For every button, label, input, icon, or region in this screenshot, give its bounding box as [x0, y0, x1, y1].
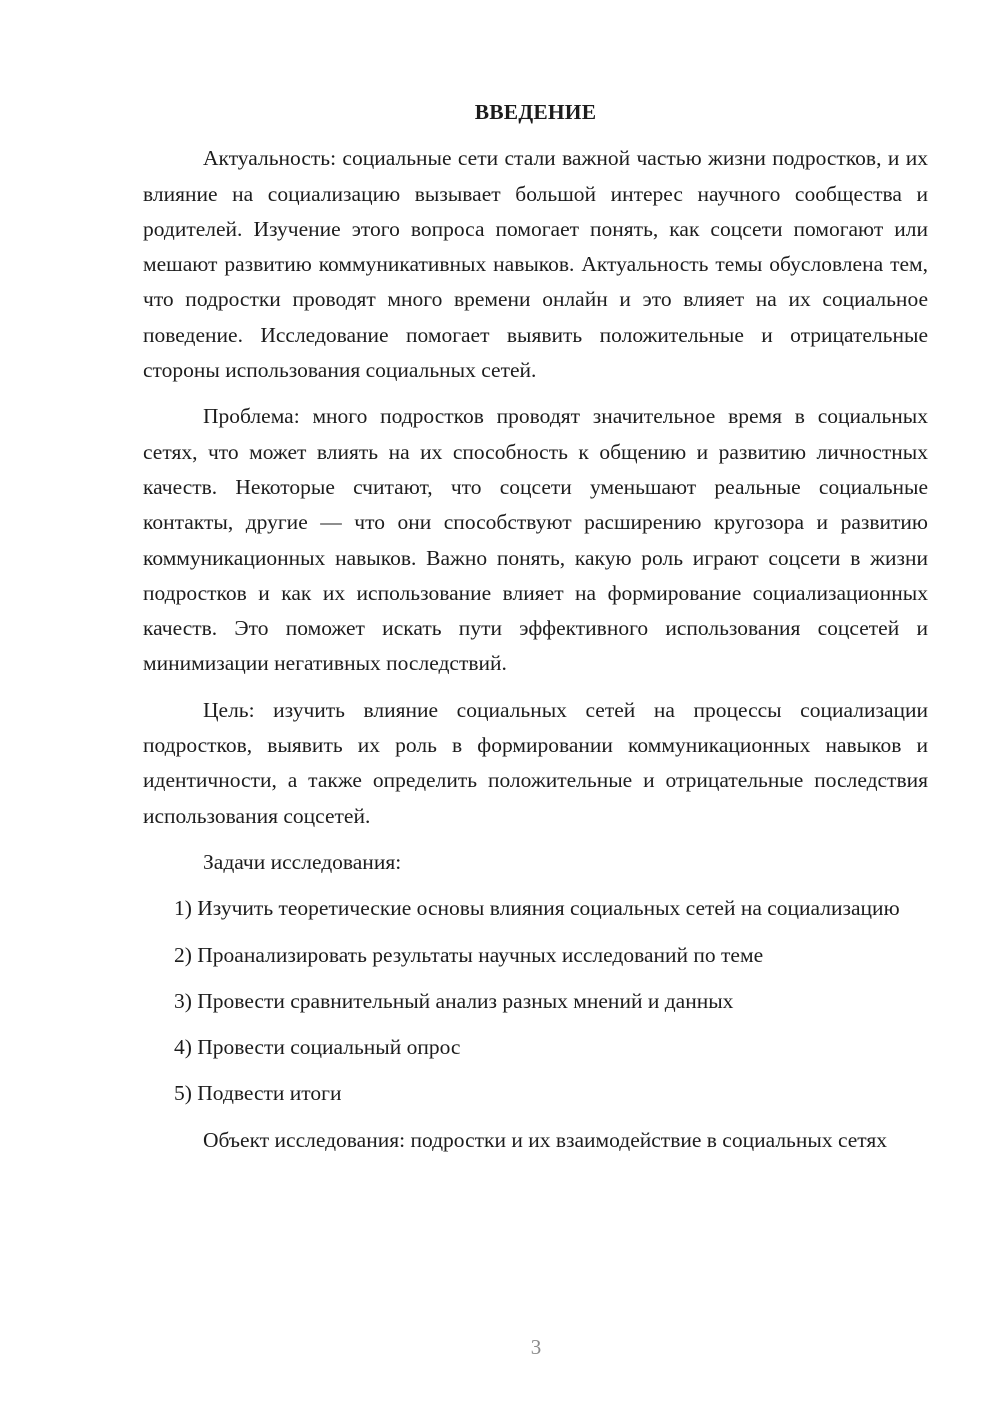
- task-item: 4) Провести социальный опрос: [174, 1035, 461, 1060]
- problem-paragraph: Проблема: много подростков проводят значительное время в социальных сетях, что может влиять на их способность к общению и развитию личностных качеств. Некоторые считают, что соцсети уменьшают реальные социальные контакты, другие — что они способствуют расширению кругозора и развитию коммуникационных навыков. Важно понять, какую роль играют соцсети в жизни подростков и как их использование влияет на формирование социализационных качеств. Это поможет искать пути эффективного использования соцсетей и минимизации негативных последствий.: [143, 404, 928, 676]
- task-item: 2) Проанализировать результаты научных исследований по теме: [174, 942, 764, 967]
- relevance-paragraph: Актуальность: социальные сети стали важной частью жизни подростков, и их влияние на социализацию вызывает большой интерес научного сообщества и родителей. Изучение этого вопроса помогает понять, как соцсети помогают или мешают развитию коммуникативных навыков. Актуальность темы обусловлена тем, что подростки проводят много времени онлайн и это влияет на их социальное поведение. Исследование помогает выявить положительные и отрицательные стороны использования социальных сетей.: [143, 146, 928, 383]
- section-heading: ВВЕДЕНИЕ: [474, 100, 597, 124]
- tasks-list: [143, 891, 928, 1111]
- object-paragraph: Объект исследования: подростки и их взаимодействие в социальных сетях: [203, 1127, 888, 1152]
- goal-paragraph: Цель: изучить влияние социальных сетей на процессы социализации подростков, выявить их роль в формировании коммуникационных навыков и идентичности, а также определить положительные и отрицательные последствия использования соцсетей.: [143, 697, 928, 828]
- task-item: 3) Провести сравнительный анализ разных мнений и данных: [174, 988, 734, 1013]
- task-item: 1) Изучить теоретические основы влияния социальных сетей на социализацию: [174, 896, 900, 921]
- page-content: [143, 95, 928, 1169]
- page-number: 3: [530, 1335, 542, 1359]
- task-item: 5) Подвести итоги: [174, 1081, 342, 1106]
- tasks-title: Задачи исследования:: [203, 849, 402, 874]
